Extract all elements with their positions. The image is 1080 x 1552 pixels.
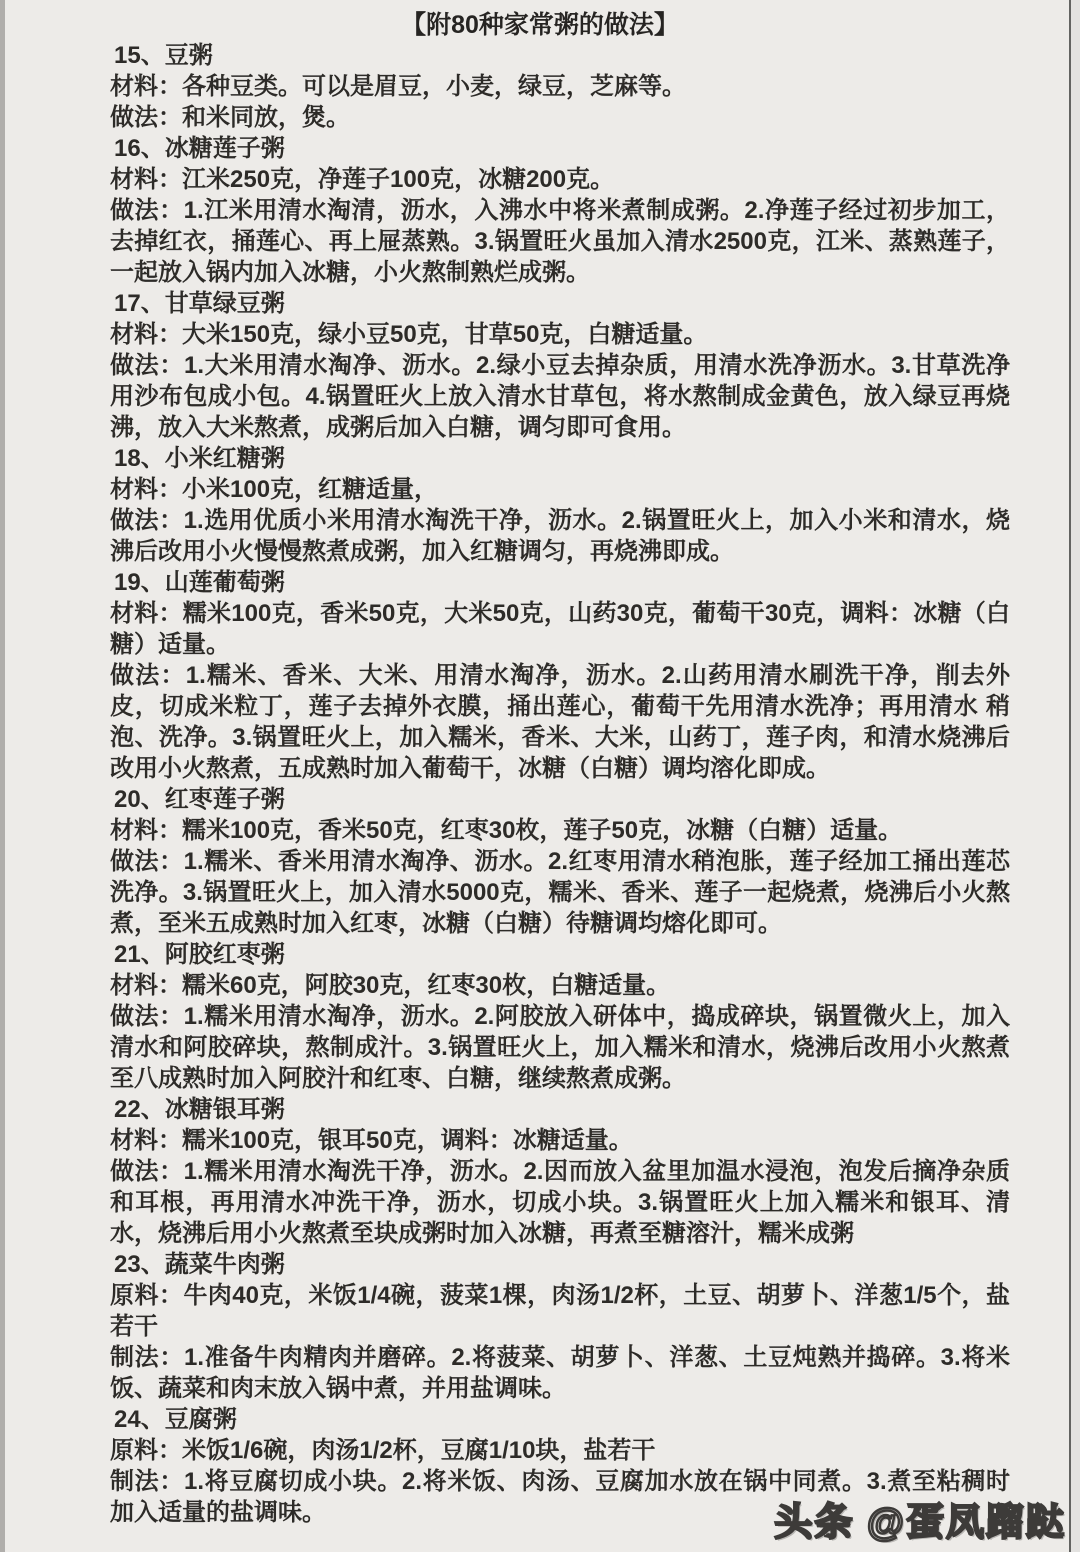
recipe-section-20 (110, 784, 1010, 939)
recipe-steps: 做法：1.大米用清水淘净、沥水。2.绿小豆去掉杂质，用清水洗净沥水。3.甘草洗净用沙布包成小包。4.锅置旺火上放入清水甘草包，将水熬制成金黄色，放入绿豆再烧沸，放入大米熬煮，成粥后加入白糖，调匀即可食用。 (110, 352, 1010, 441)
recipe-materials: 材料：小米100克，红糖适量， (110, 476, 439, 503)
recipe-heading: 20、红枣莲子粥 (114, 786, 285, 813)
recipe-section-23 (110, 1249, 1010, 1404)
recipe-materials: 材料：各种豆类。可以是眉豆，小麦，绿豆，芝麻等。 (110, 73, 686, 100)
recipe-heading: 19、山莲葡萄粥 (114, 569, 285, 596)
recipe-steps: 做法：1.糯米用清水淘洗干净，沥水。2.因而放入盆里加温水浸泡，泡发后摘净杂质和耳根，再用清水冲洗干净，沥水，切成小块。3.锅置旺火上加入糯米和银耳、清水，烧沸后用小火熬煮至块成粥时加入冰糖，再煮至糖溶汁，糯米成粥 (110, 1158, 1010, 1247)
page-left-edge (0, 0, 5, 1552)
recipe-materials: 材料：糯米100克，银耳50克，调料：冰糖适量。 (110, 1127, 633, 1154)
recipe-section-19 (110, 567, 1010, 784)
recipe-heading: 21、阿胶红枣粥 (114, 941, 285, 968)
recipe-steps: 制法：1.将豆腐切成小块。2.将米饭、肉汤、豆腐加水放在锅中同煮。3.煮至粘稠时加入适量的盐调味。 (110, 1468, 1010, 1526)
recipe-steps: 做法：1.糯米、香米、大米、用清水淘净，沥水。2.山药用清水刷洗干净，削去外皮，切成米粒丁，莲子去掉外衣膜，捅出莲心，葡萄干先用清水洗净；再用清水 稍泡、洗净。3.锅置旺火上，加入糯米，香米、大米，山药丁，莲子肉，和清水烧沸后改用小火熬煮，五成熟时加入葡萄干，冰糖（白糖）调均溶化即成。 (110, 662, 1010, 782)
recipe-steps: 做法：1.选用优质小米用清水淘洗干净，沥水。2.锅置旺火上，加入小米和清水，烧沸后改用小火慢慢熬煮成粥，加入红糖调匀，再烧沸即成。 (110, 507, 1010, 565)
recipe-heading: 22、冰糖银耳粥 (114, 1096, 285, 1123)
recipe-section-22 (110, 1094, 1010, 1249)
recipe-section-15 (110, 40, 1010, 133)
recipe-heading: 18、小米红糖粥 (114, 445, 285, 472)
recipe-materials: 材料：江米250克，净莲子100克，冰糖200克。 (110, 166, 615, 193)
recipe-steps: 做法：1.糯米、香米用清水淘净、沥水。2.红枣用清水稍泡胀，莲子经加工捅出莲芯洗净。3.锅置旺火上，加入清水5000克，糯米、香米、莲子一起烧煮，烧沸后小火熬煮，至米五成熟时加入红枣，冰糖（白糖）待糖调均熔化即可。 (110, 848, 1010, 937)
recipe-section-21 (110, 939, 1010, 1094)
recipe-heading: 24、豆腐粥 (114, 1406, 237, 1433)
recipe-heading: 23、蔬菜牛肉粥 (114, 1251, 285, 1278)
recipe-materials: 材料：糯米100克，香米50克，大米50克，山药30克，葡萄干30克，调料：冰糖（白糖）适量。 (110, 600, 1010, 658)
recipe-section-18 (110, 443, 1010, 567)
recipe-steps: 制法：1.准备牛肉精肉并磨碎。2.将菠菜、胡萝卜、洋葱、土豆炖熟并捣碎。3.将米饭、蔬菜和肉末放入锅中煮，并用盐调味。 (110, 1344, 1010, 1402)
recipe-materials: 原料：牛肉40克，米饭1/4碗，菠菜1棵，肉汤1/2杯，土豆、胡萝卜、洋葱1/5个，盐若干 (110, 1282, 1010, 1340)
recipe-materials: 材料：糯米60克，阿胶30克，红枣30枚，白糖适量。 (110, 972, 671, 999)
recipe-steps: 做法：1.糯米用清水淘净，沥水。2.阿胶放入研体中，捣成碎块，锅置微火上，加入清水和阿胶碎块，熬制成汁。3.锅置旺火上，加入糯米和清水，烧沸后改用小火熬煮至八成熟时加入阿胶汁和红枣、白糖，继续熬煮成粥。 (110, 1003, 1010, 1092)
doc-body (110, 40, 1010, 1528)
doc-title: 【附80种家常粥的做法】 (401, 11, 679, 39)
watermark: 头条 @蛋凤蹓跶 (774, 1502, 1066, 1544)
recipe-heading: 17、甘草绿豆粥 (114, 290, 285, 317)
page-right-edge-pad (1071, 0, 1080, 1552)
recipe-steps: 做法：1.江米用清水淘清，沥水，入沸水中将米煮制成粥。2.净莲子经过初步加工，去掉红衣，捅莲心、再上屉蒸熟。3.锅置旺火虽加入清水2500克，江米、蒸熟莲子，一起放入锅内加入冰糖，小火熬制熟烂成粥。 (110, 197, 1010, 286)
recipe-steps: 做法：和米同放，煲。 (110, 104, 350, 131)
recipe-section-16 (110, 133, 1010, 288)
recipe-materials: 原料：米饭1/6碗，肉汤1/2杯，豆腐1/10块，盐若干 (110, 1437, 656, 1464)
recipe-materials: 材料：糯米100克，香米50克，红枣30枚，莲子50克，冰糖（白糖）适量。 (110, 817, 903, 844)
recipe-materials: 材料：大米150克，绿小豆50克，甘草50克，白糖适量。 (110, 321, 708, 348)
recipe-section-17 (110, 288, 1010, 443)
recipe-heading: 16、冰糖莲子粥 (114, 135, 285, 162)
recipe-heading: 15、豆粥 (114, 42, 213, 69)
